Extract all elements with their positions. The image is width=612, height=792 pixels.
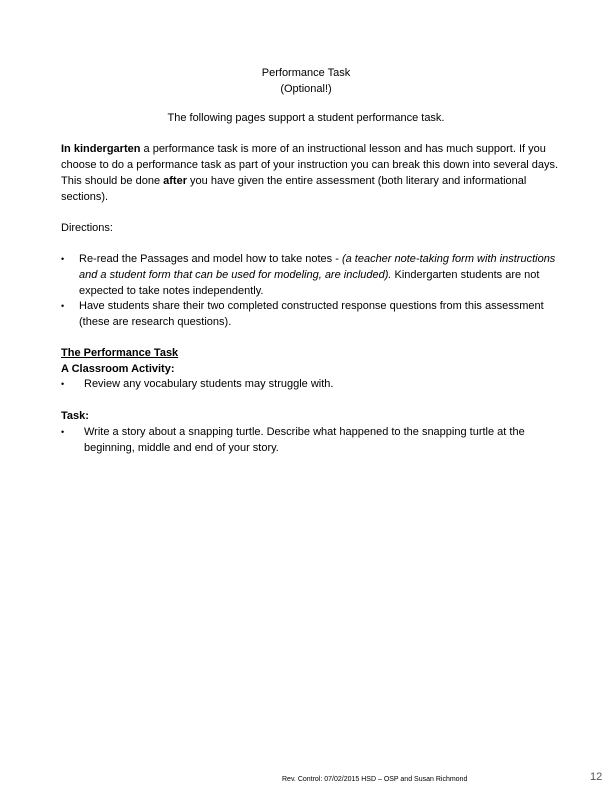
page-subtitle: (Optional!) [280,83,332,95]
performance-task-heading: The Performance Task [61,347,179,359]
directions-item-2: Have students share their two completed constructed response questions from this assessment (these are research questions). [79,300,544,328]
task-item: Write a story about a snapping turtle. Describe what happened to the snapping turtle at the beginning, middle and end of your story. [84,426,525,454]
intro-paragraph [61,141,561,205]
page-number: 12 [590,771,603,783]
intro-text: a performance task is more of an instructional lesson and has much support. If you choose to do a performance task as part of your instruction you can break this down into several days. This should be done [61,143,559,187]
bullet-marker: • [61,427,65,437]
directions-label: Directions: [61,222,113,234]
page-title: Performance Task [261,67,351,79]
item1-text-end: Kindergarten students are not expected to take notes independently. [79,269,540,297]
task-heading: Task: [61,410,89,422]
intro-line: The following pages support a student performance task. [167,112,445,124]
bullet-marker: • [61,379,65,389]
directions-item-1 [79,251,561,299]
after-bold: after [163,175,187,187]
kindergarten-bold: In kindergarten [61,143,141,155]
footer-text: Rev. Control: 07/02/2015 HSD – OSP and Susan Richmond [282,776,468,783]
bullet-marker: • [61,254,65,264]
item1-italic: (a teacher note-taking form with instructions and a student form that can be used for modeling, are included). [79,253,556,281]
bullet-marker: • [61,301,65,311]
intro-text-end: you have given the entire assessment (both literary and informational sections). [61,175,527,203]
activity-item: Review any vocabulary students may struggle with. [84,378,334,390]
item1-text: Re-read the Passages and model how to take notes - [79,253,342,265]
classroom-activity-heading: A Classroom Activity: [61,363,175,375]
